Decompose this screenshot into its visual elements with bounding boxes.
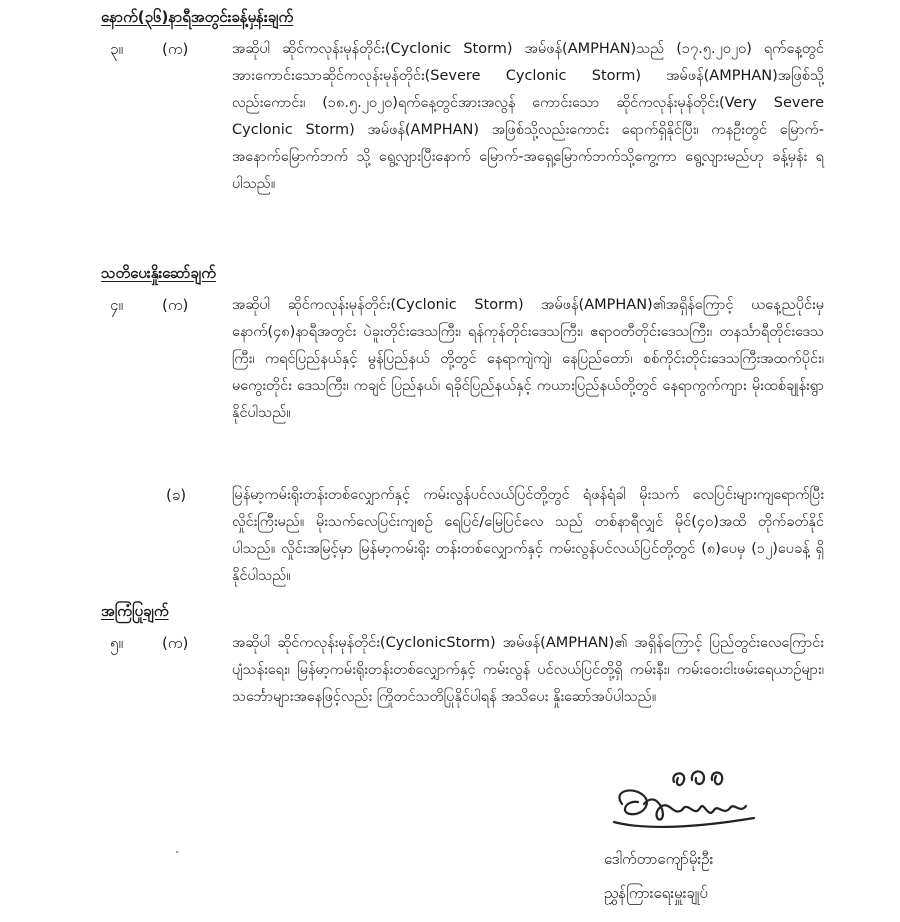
signatory-title: ညွှန်ကြားရေးမှူးချုပ် [604,884,708,902]
scan-speck [176,851,178,853]
warning-sub-b: (ခ) [166,486,187,504]
forecast-heading: နောက်(၃၆)နာရီအတွင်းခန့်မှန်းချက် [101,8,294,26]
advice-number: ၅။ [110,634,123,652]
warning-heading: သတိပေးနှိုးဆော်ချက် [101,264,216,282]
warning-paragraph-a: အဆိုပါ ဆိုင်ကလုန်းမုန်တိုင်း(Cyclonic Storm) အမ်ဖန်(AMPHAN)၏အရှိန်ကြောင့် ယနေ့ညပိုင်းမှ နောက်(၄၈)နာရီအတွင်း ပဲခူးတိုင်းဒေသကြီး၊ ရန်ကုန်တိုင်းဒေသကြီး၊ ဧရာဝတီတိုင်းဒေသကြီး၊ တနင်္သာရီတိုင်းဒေသကြီး၊ ကရင်ပြည်နယ်နှင့် မွန်ပြည်နယ် တို့တွင် နေရာကျဲကျဲ၊ နေပြည်တော်၊ စစ်ကိုင်းတိုင်းဒေသကြီးအထက်ပိုင်း၊ မကွေးတိုင်း ဒေသကြီး၊ ကချင် ပြည်နယ်၊ ရခိုင်ပြည်နယ်နှင့် ကယားပြည်နယ်တို့တွင် နေရာကွက်ကျား မိုးထစ်ချုန်းရွာနိုင်ပါသည်။ [232,297,824,421]
advice-heading: အကြံပြုချက် [101,602,169,620]
forecast-paragraph: အဆိုပါ ဆိုင်ကလုန်းမုန်တိုင်း(Cyclonic Storm) အမ်ဖန်(AMPHAN)သည် (၁၇.၅.၂၀၂၀) ရက်နေ့တွင် အားကောင်းသောဆိုင်ကလုန်းမုန်တိုင်း(Severe Cyclonic Storm) အမ်ဖန်(AMPHAN)အဖြစ်သို့လည်းကောင်း၊ (၁၈.၅.၂၀၂၀)ရက်နေ့တွင်အားအလွန် ကောင်းသော ဆိုင်ကလုန်းမုန်တိုင်း(Very Severe Cyclonic Storm) အမ်ဖန်(AMPHAN) အဖြစ်သို့လည်းကောင်း ရောက်ရှိနိုင်ပြီး၊ ကနဦးတွင် မြောက်-အနောက်မြောက်ဘက် သို့ ရွေ့လျားပြီးနောက် မြောက်-အရှေ့မြောက်ဘက်သို့ကွေ့ကာ ရွေ့လျားမည်ဟု ခန့်မှန်း ရပါသည်။ [232,41,824,192]
warning-sub-a: (က) [162,296,189,314]
warning-number: ၄။ [110,296,123,314]
warning-paragraph-b: မြန်မာ့ကမ်းရိုးတန်းတစ်လျှောက်နှင့် ကမ်းလွန်ပင်လယ်ပြင်တို့တွင် ရံဖန်ရံခါ မိုးသက် လေပြင်းများကျရောက်ပြီး လှိုင်းကြီးမည်။ မိုးသက်လေပြင်းကျစဉ် ရေပြင်/မြေပြင်လေ သည် တစ်နာရီလျှင် မိုင်(၄၀)အထိ တိုက်ခတ်နိုင်ပါသည်။ လှိုင်းအမြင့်မှာ မြန်မာ့ကမ်းရိုး တန်းတစ်လျှောက်နှင့် ကမ်းလွန်ပင်လယ်ပြင်တို့တွင် (၈)ပေမှ (၁၂)ပေခန့် ရှိနိုင်ပါသည်။ [232,487,824,584]
advice-sub: (က) [162,634,189,652]
advice-paragraph: အဆိုပါ ဆိုင်ကလုန်းမုန်တိုင်း(CyclonicStorm) အမ်ဖန်(AMPHAN)၏ အရှိန်ကြောင့် ပြည်တွင်းလေကြောင်း ပျံသန်းရေး၊ မြန်မာ့ကမ်းရိုးတန်းတစ်လျှောက်နှင့် ကမ်းလွန် ပင်လယ်ပြင်တို့ရှိ ကမ်းနီး၊ ကမ်းဝေးငါးဖမ်းရေယာဉ်များ၊ သင်္ဘောများအနေဖြင့်လည်း ကြိုတင်သတိပြုနိုင်ပါရန် အသိပေး နှိုးဆော်အပ်ပါသည်။ [232,635,824,705]
forecast-sub: (က) [162,40,189,58]
forecast-number: ၃။ [110,40,123,58]
handwritten-signature [604,760,774,840]
signatory-name: ဒေါက်တာကျော်မိုးဦး [604,850,714,868]
